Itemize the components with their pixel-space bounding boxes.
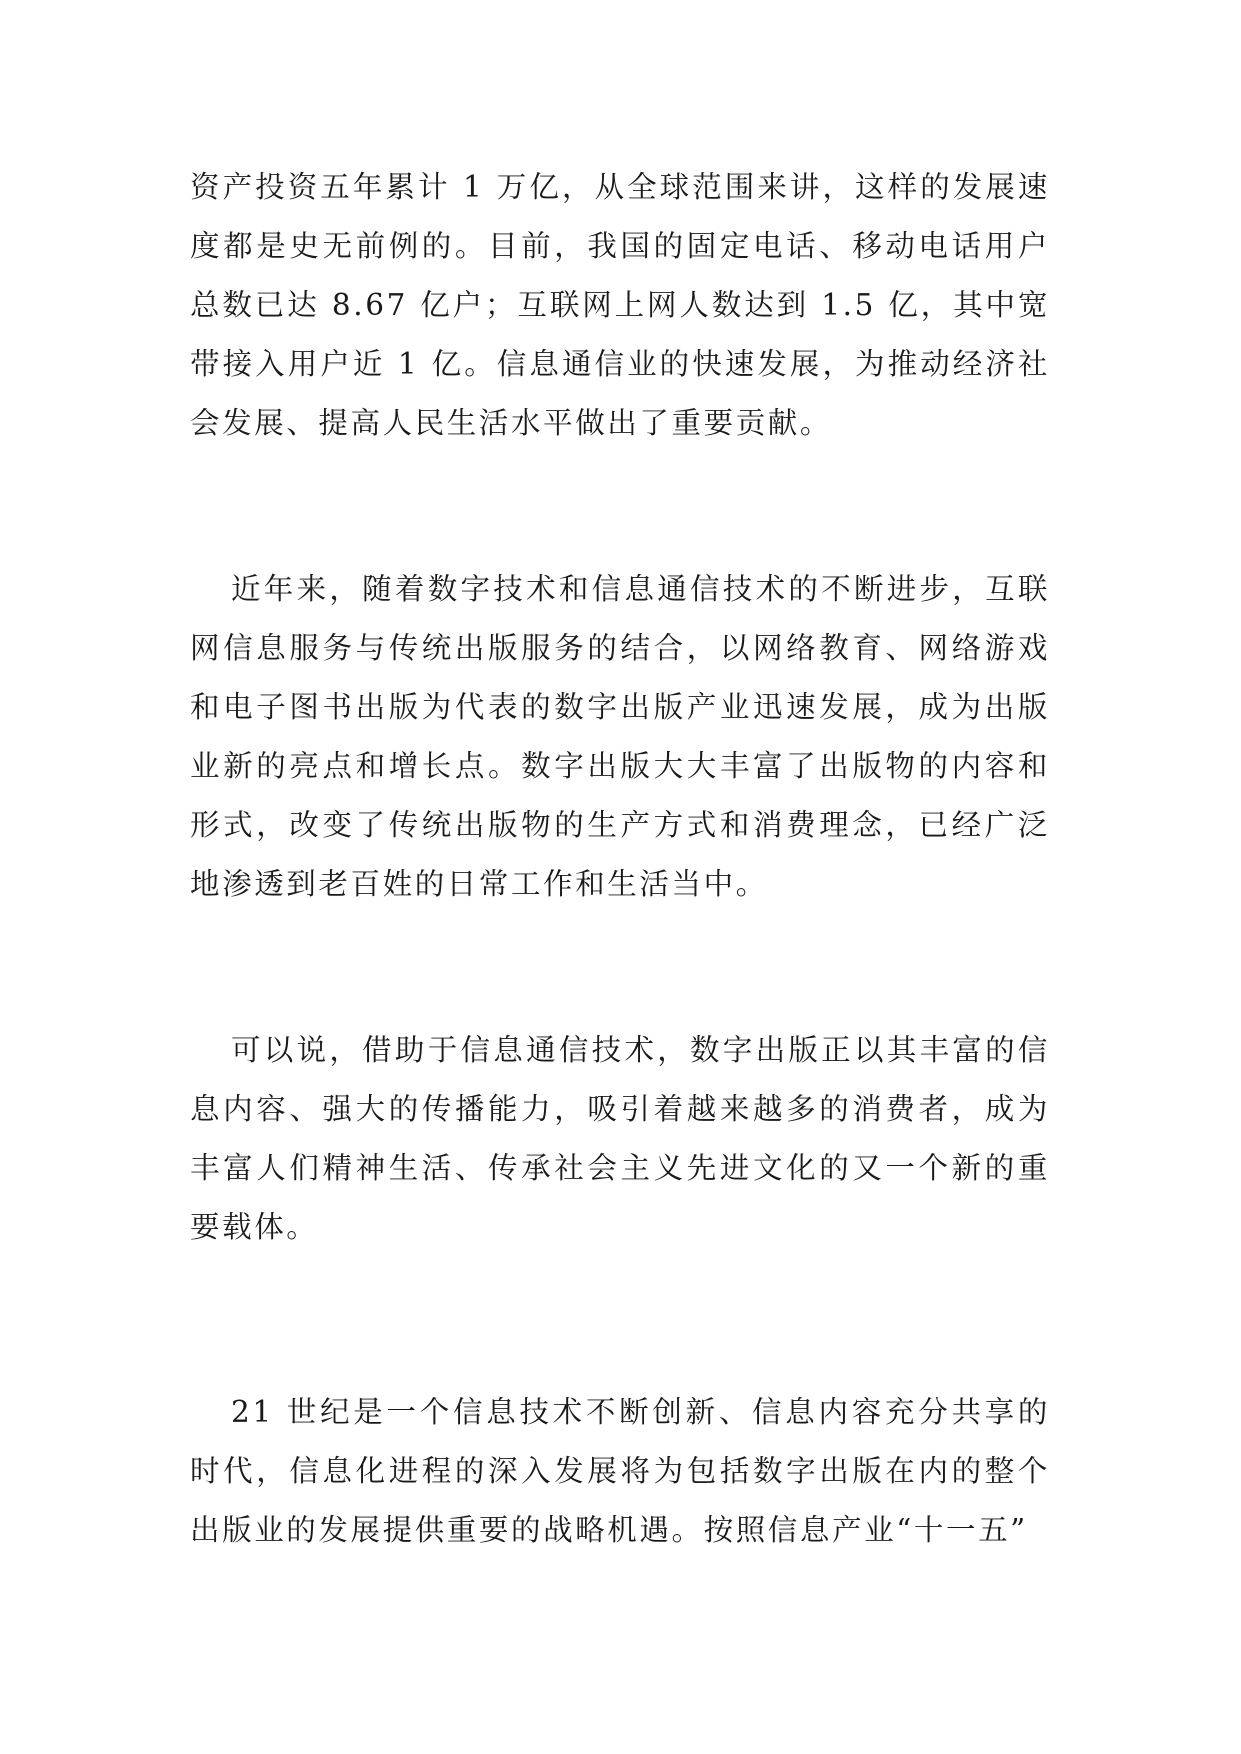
paragraph-4: 21 世纪是一个信息技术不断创新、信息内容充分共享的时代，信息化进程的深入发展将为包括数字出版在内的整个出版业的发展提供重要的战略机遇。按照信息产业“十一五”: [190, 1395, 1050, 1547]
paragraph-3: 可以说，借助于信息通信技术，数字出版正以其丰富的信息内容、强大的传播能力，吸引着越来越多的消费者，成为丰富人们精神生活、传承社会主义先进文化的又一个新的重要载体。: [190, 1033, 1050, 1244]
paragraph-2: 近年来，随着数字技术和信息通信技术的不断进步，互联网信息服务与传统出版服务的结合，以网络教育、网络游戏和电子图书出版为代表的数字出版产业迅速发展，成为出版业新的亮点和增长点。数字出版大大丰富了出版物的内容和形式，改变了传统出版物的生产方式和消费理念，已经广泛地渗透到老百姓的日常工作和生活当中。: [190, 572, 1050, 901]
paragraph-1: 资产投资五年累计 1 万亿，从全球范围来讲，这样的发展速度都是史无前例的。目前，我国的固定电话、移动电话用户总数已达 8.67 亿户；互联网上网人数达到 1.5 亿，其中宽带接入用户近 1 亿。信息通信业的快速发展，为推动经济社会发展、提高人民生活水平做出了重要贡献。: [190, 170, 1050, 440]
